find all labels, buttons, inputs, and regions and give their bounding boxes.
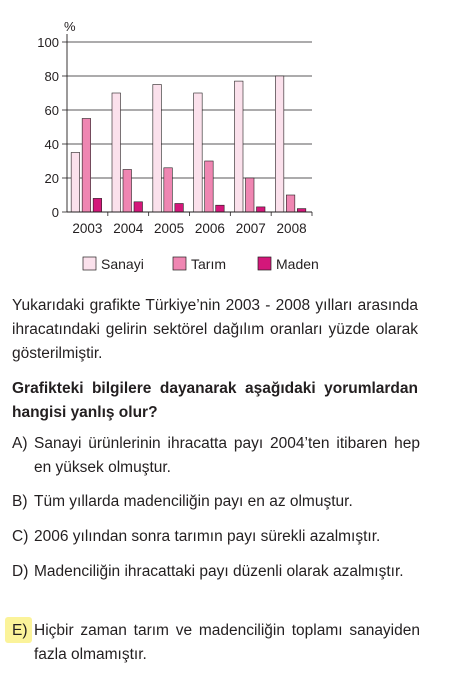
option-a-label: A) [12, 435, 28, 452]
option-a[interactable] [12, 432, 420, 480]
option-d[interactable] [12, 560, 420, 584]
legend-swatch-sanayi [83, 257, 96, 270]
question-prompt: Grafikteki bilgilere dayanarak aşağıdaki yorumlardan hangisi yanlış olur? [12, 380, 418, 421]
bar-tarım-2008 [286, 195, 295, 212]
y-tick-label: 20 [44, 171, 59, 186]
bar-sanayi-2005 [153, 85, 162, 213]
y-unit-label: % [64, 19, 76, 34]
axes [62, 34, 312, 216]
bar-sanayi-2004 [112, 93, 121, 212]
option-a-text: Sanayi ürünlerinin ihracatta payı 2004’ten itibaren hep en yüksek olmuştur. [34, 435, 420, 476]
bar-maden-2008 [297, 209, 306, 212]
bar-maden-2006 [216, 205, 225, 212]
y-tick-label: 100 [37, 35, 59, 50]
bar-sanayi-2006 [194, 93, 203, 212]
legend-label-tarım: Tarım [191, 256, 226, 272]
bar-sanayi-2007 [235, 81, 244, 212]
legend-label-sanayi: Sanayi [101, 256, 144, 272]
y-tick-label: 0 [51, 205, 59, 220]
x-tick-label: 2003 [72, 221, 103, 236]
x-tick-label: 2008 [276, 221, 307, 236]
option-e[interactable] [12, 619, 420, 667]
option-b-label: B) [12, 493, 28, 510]
x-tick-label: 2007 [235, 221, 266, 236]
sector-share-chart [0, 0, 449, 290]
option-b-text: Tüm yıllarda madenciliğin payı en az olmuştur. [34, 493, 353, 510]
x-tick-label: 2004 [113, 221, 144, 236]
bar-sanayi-2008 [275, 76, 284, 212]
option-e-text: Hiçbir zaman tarım ve madenciliğin toplamı sanayiden fazla olmamıştır. [34, 622, 420, 663]
y-tick-label: 40 [44, 137, 59, 152]
option-c[interactable] [12, 525, 420, 549]
option-d-label: D) [12, 563, 29, 580]
option-e-label: E) [12, 622, 28, 639]
option-b[interactable] [12, 490, 420, 514]
legend-label-maden: Maden [276, 256, 319, 272]
option-c-label: C) [12, 528, 29, 545]
x-tick-labels [72, 221, 306, 236]
x-tick-label: 2006 [194, 221, 225, 236]
legend-swatch-maden [258, 257, 271, 270]
x-tick-label: 2005 [154, 221, 185, 236]
option-d-text: Madenciliğin ihracattaki payı düzenli olarak azalmıştır. [34, 563, 404, 580]
option-c-text: 2006 yılından sonra tarımın payı sürekli azalmıştır. [34, 528, 381, 545]
bar-tarım-2006 [205, 161, 214, 212]
legend [83, 256, 319, 272]
bar-maden-2003 [93, 198, 102, 212]
bar-sanayi-2003 [71, 153, 80, 213]
bar-tarım-2005 [164, 168, 173, 212]
y-tick-labels [37, 35, 59, 220]
bar-maden-2005 [175, 204, 184, 213]
legend-swatch-tarım [173, 257, 186, 270]
y-tick-label: 60 [44, 103, 59, 118]
y-tick-label: 80 [44, 69, 59, 84]
bar-maden-2007 [257, 207, 266, 212]
bar-tarım-2004 [123, 170, 132, 213]
bar-tarım-2007 [246, 178, 255, 212]
bar-maden-2004 [134, 202, 143, 212]
bar-tarım-2003 [82, 119, 91, 213]
question-paragraph: Yukarıdaki grafikte Türkiye’nin 2003 - 2008 yılları arasında ihracatındaki gelirin sektörel dağılım oranları yüzde olarak gösterilmiştir. [12, 297, 418, 362]
